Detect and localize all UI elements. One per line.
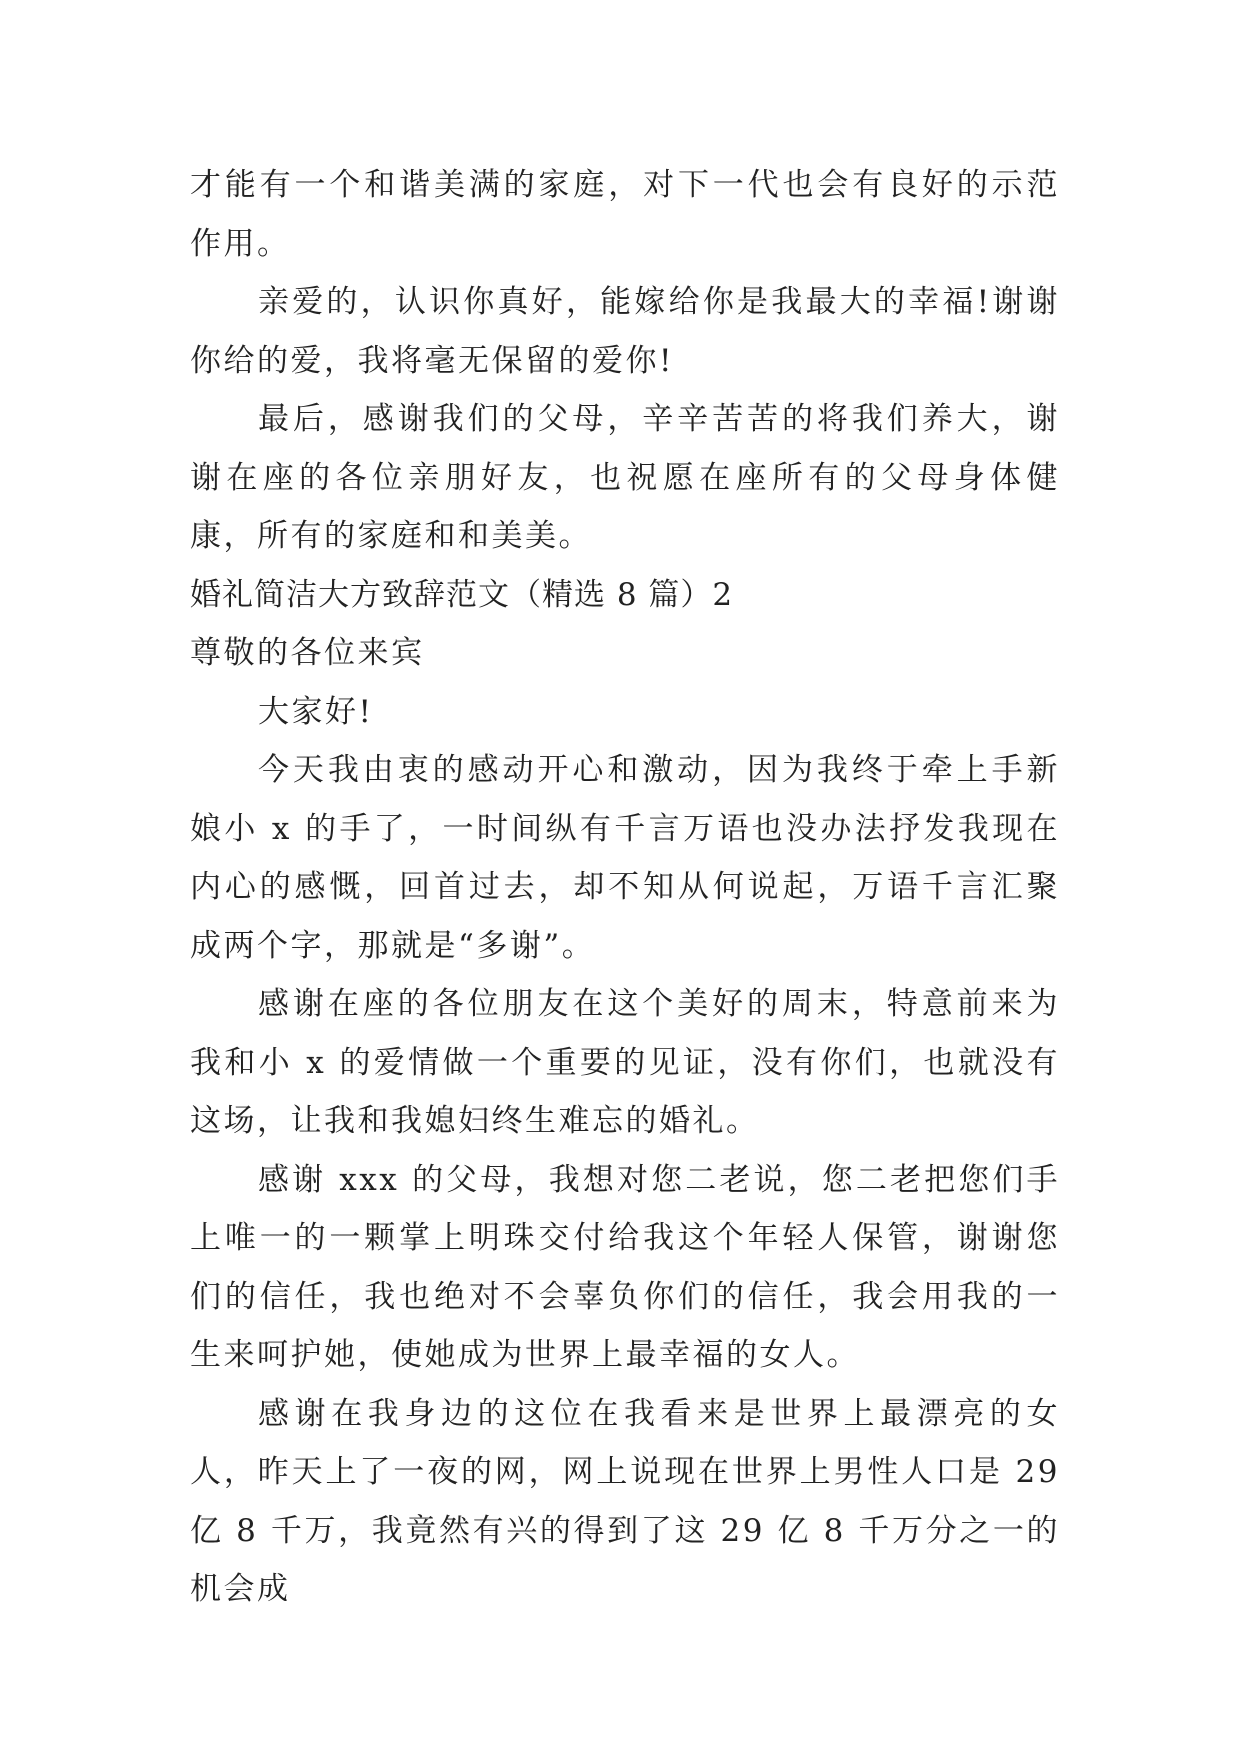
paragraph-thanks-friends: 感谢在座的各位朋友在这个美好的周末，特意前来为我和小 x 的爱情做一个重要的见证，没有你们，也就没有这场，让我和我媳妇终生难忘的婚礼。 [190, 986, 1060, 1139]
document-body [190, 156, 1060, 1619]
paragraph-thanks-bride: 感谢在我身边的这位在我看来是世界上最漂亮的女人，昨天上了一夜的网，网上说现在世界上男性人口是 29 亿 8 千万，我竟然有兴的得到了这 29 亿 8 千万分之一的机会成 [190, 1395, 1060, 1607]
salutation: 尊敬的各位来宾 [190, 635, 425, 671]
paragraph-thanks-parents: 最后，感谢我们的父母，辛辛苦苦的将我们养大，谢谢在座的各位亲朋好友，也祝愿在座所有的父母身体健康，所有的家庭和和美美。 [190, 401, 1060, 554]
paragraph-dear-love: 亲爱的，认识你真好，能嫁给你是我最大的幸福!谢谢你给的爱，我将毫无保留的爱你! [190, 284, 1060, 379]
section-heading: 婚礼简洁大方致辞范文（精选 8 篇）2 [190, 576, 734, 613]
paragraph-family-harmony: 才能有一个和谐美满的家庭，对下一代也会有良好的示范作用。 [190, 167, 1060, 262]
greeting: 大家好! [258, 693, 374, 730]
paragraph-thanks-in-laws: 感谢 xxx 的父母，我想对您二老说，您二老把您们手上唯一的一颗掌上明珠交付给我这个年轻人保管，谢谢您们的信任，我也绝对不会辜负你们的信任，我会用我的一生来呵护她，使她成为世界上最幸福的女人。 [190, 1161, 1060, 1373]
paragraph-today-moved: 今天我由衷的感动开心和激动，因为我终于牵上手新娘小 x 的手了，一时间纵有千言万语也没办法抒发我现在内心的感慨，回首过去，却不知从何说起，万语千言汇聚成两个字，那就是“多谢”。 [190, 752, 1060, 964]
